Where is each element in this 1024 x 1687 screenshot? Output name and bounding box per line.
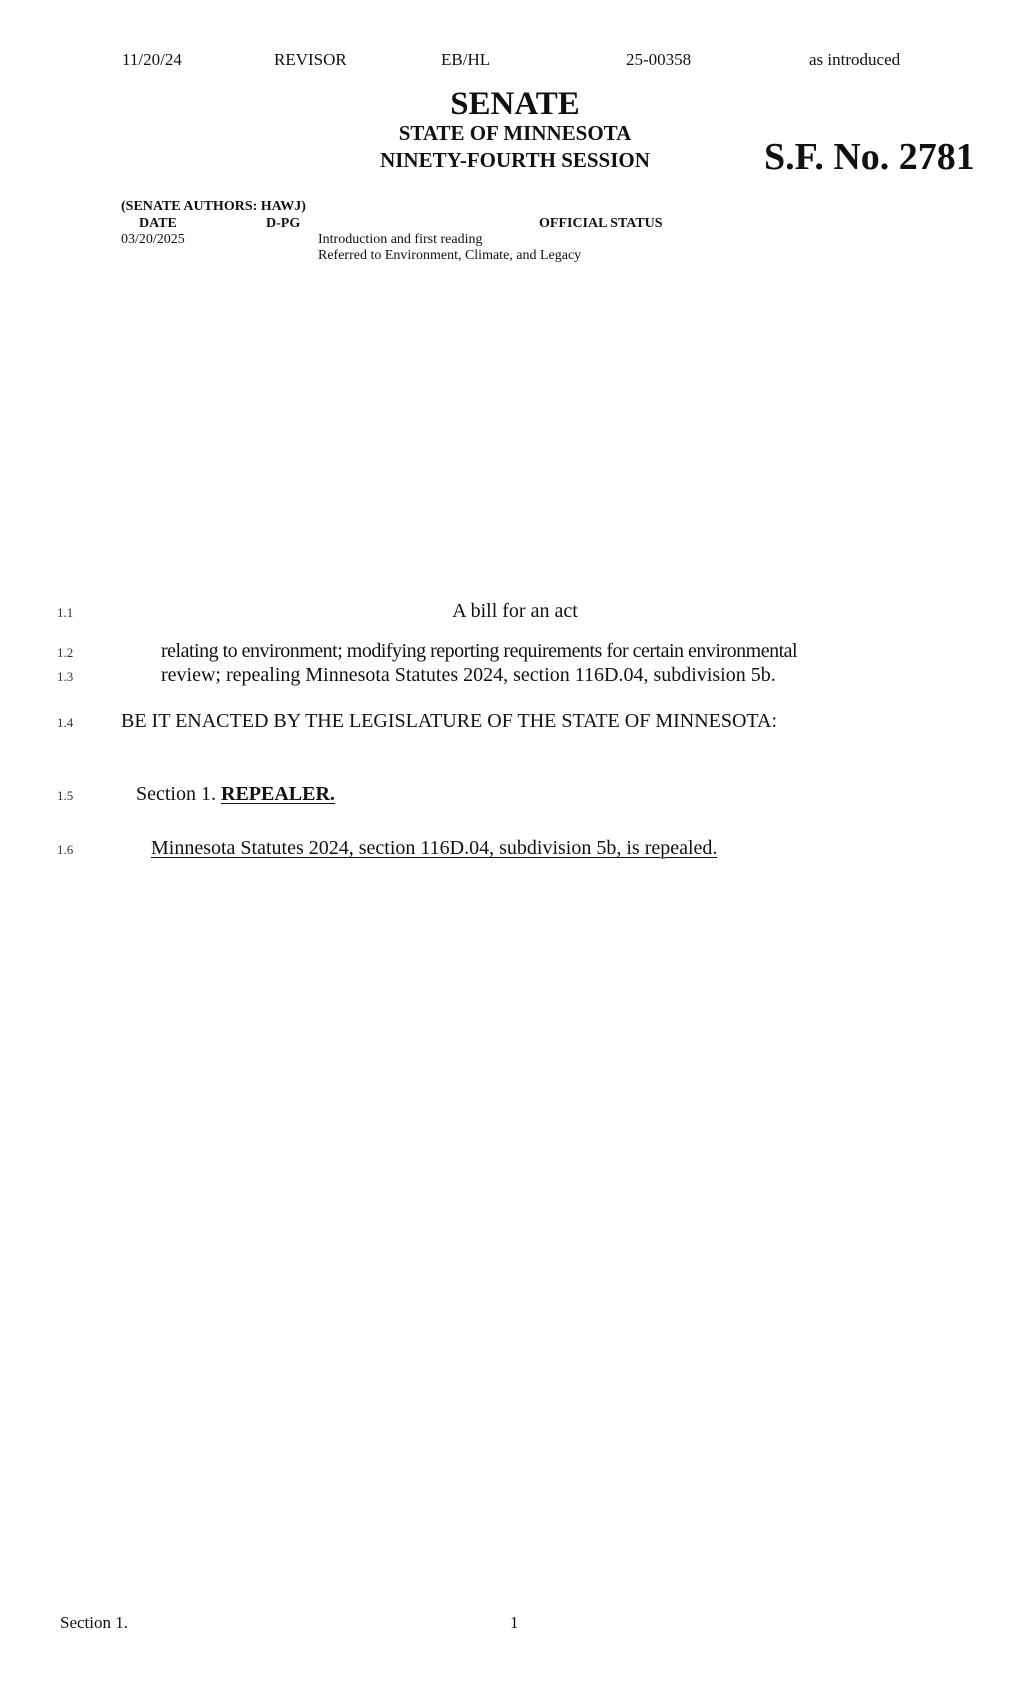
- line-number: 1.1: [57, 605, 74, 620]
- col-dpg: D-PG: [266, 216, 301, 231]
- enacting-clause: BE IT ENACTED BY THE LEGISLATURE OF THE STATE OF MINNESOTA:: [121, 710, 778, 732]
- col-official-status: OFFICIAL STATUS: [539, 216, 663, 231]
- line-number: 1.4: [57, 715, 74, 730]
- line-number: 1.2: [57, 645, 74, 660]
- header-office: REVISOR: [274, 50, 347, 69]
- session-title: NINETY-FOURTH SESSION: [380, 148, 650, 172]
- file-number: S.F. No. 2781: [764, 136, 975, 178]
- footer-section: Section 1.: [60, 1613, 128, 1632]
- bill-title: A bill for an act: [452, 600, 578, 622]
- bill-description: review; repealing Minnesota Statutes 2024, section 116D.04, subdivision 5b.: [161, 664, 776, 686]
- status-action: Referred to Environment, Climate, and Legacy: [318, 248, 582, 263]
- bill-description: relating to environment; modifying reporting requirements for certain environmental: [161, 640, 798, 662]
- col-date: DATE: [139, 216, 177, 231]
- header-version: as introduced: [809, 50, 901, 69]
- senate-authors: (SENATE AUTHORS: HAWJ): [121, 199, 306, 214]
- line-number: 1.5: [57, 788, 74, 803]
- status-date: 03/20/2025: [121, 232, 185, 247]
- state-title: STATE OF MINNESOTA: [398, 121, 632, 145]
- line-number: 1.6: [57, 842, 74, 857]
- page-number: 1: [510, 1613, 519, 1632]
- header-date: 11/20/24: [122, 50, 182, 69]
- section-label: Section 1.: [136, 783, 221, 805]
- chamber-title: SENATE: [450, 86, 580, 122]
- section-heading: [136, 784, 335, 804]
- header-initials: EB/HL: [441, 50, 491, 69]
- header-doc-number: 25-00358: [626, 50, 692, 69]
- section-text: Minnesota Statutes 2024, section 116D.04, subdivision 5b, is repealed.: [151, 837, 718, 859]
- section-title: REPEALER.: [221, 783, 335, 805]
- line-number: 1.3: [57, 669, 74, 684]
- status-action: Introduction and first reading: [318, 232, 483, 247]
